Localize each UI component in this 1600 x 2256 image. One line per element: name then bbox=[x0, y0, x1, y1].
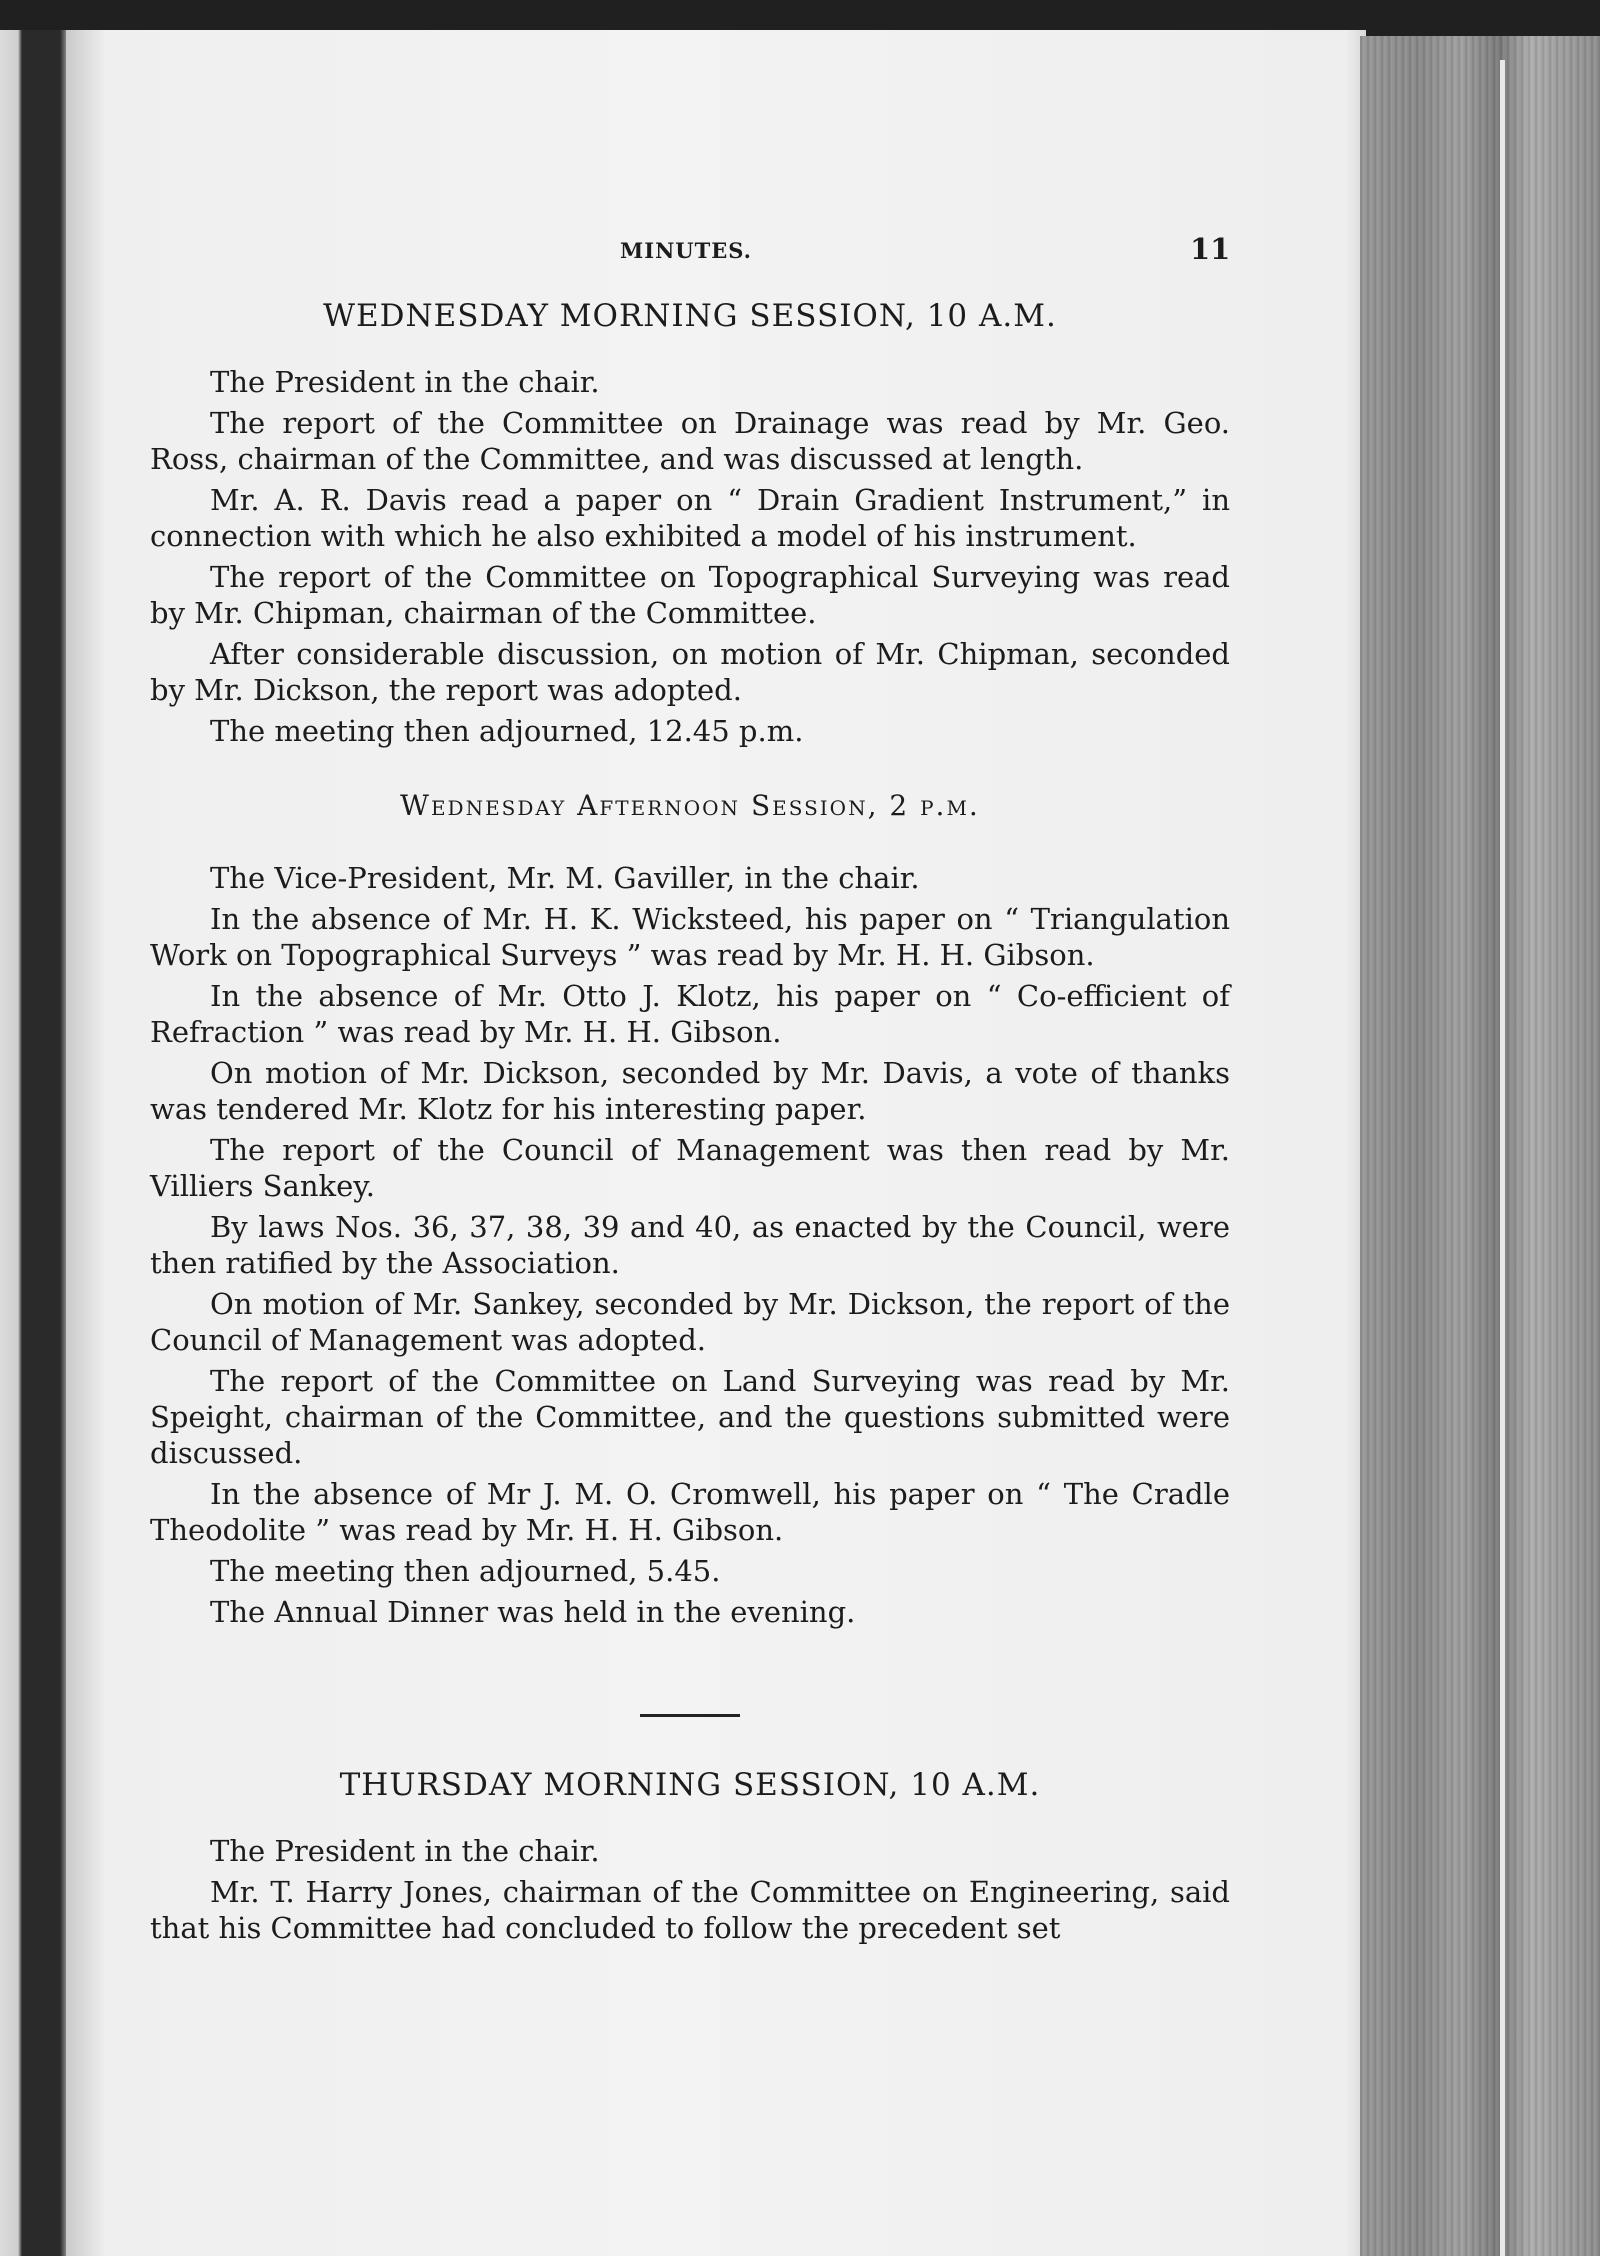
paragraph: Mr. T. Harry Jones, chairman of the Committee on Engineering, said that his Committee had concluded to follow the precedent set bbox=[150, 1875, 1230, 1945]
running-title: MINUTES. bbox=[620, 238, 752, 263]
paragraph: On motion of Mr. Sankey, seconded by Mr. Dickson, the report of the Council of Management was adopted. bbox=[150, 1287, 1230, 1357]
section-heading-wednesday-morning: WEDNESDAY MORNING SESSION, 10 A.M. bbox=[323, 298, 1057, 334]
running-head bbox=[150, 230, 1230, 280]
paragraph: In the absence of Mr. Otto J. Klotz, his paper on “ Co-efficient of Refraction ” was read by Mr. H. H. Gibson. bbox=[150, 979, 1230, 1049]
book-spine-edge bbox=[0, 30, 70, 2256]
paragraph: On motion of Mr. Dickson, seconded by Mr. Davis, a vote of thanks was tendered Mr. Klotz for his interesting paper. bbox=[150, 1056, 1230, 1126]
paragraph: The Vice-President, Mr. M. Gaviller, in the chair. bbox=[210, 861, 920, 895]
page-stack-edges bbox=[1360, 36, 1600, 2256]
page-number: 11 bbox=[1190, 232, 1231, 266]
page-edge-highlight bbox=[1500, 60, 1505, 2256]
page-text-block bbox=[150, 230, 1230, 1951]
paragraph: The report of the Committee on Drainage was read by Mr. Geo. Ross, chairman of the Committee, and was discussed at length. bbox=[150, 406, 1230, 476]
paragraph: The Annual Dinner was held in the evening. bbox=[210, 1595, 856, 1629]
paragraph: The report of the Committee on Topographical Surveying was read by Mr. Chipman, chairman of the Committee. bbox=[150, 560, 1230, 630]
paragraph: By laws Nos. 36, 37, 38, 39 and 40, as enacted by the Council, were then ratified by the Association. bbox=[150, 1210, 1230, 1280]
paragraph: The report of the Committee on Land Surveying was read by Mr. Speight, chairman of the Committee, and the questions submitted were discussed. bbox=[150, 1364, 1230, 1470]
paragraph: In the absence of Mr. H. K. Wicksteed, his paper on “ Triangulation Work on Topographical Surveys ” was read by Mr. H. H. Gibson. bbox=[150, 902, 1230, 972]
section-divider-rule bbox=[640, 1714, 740, 1717]
paragraph: The report of the Council of Management was then read by Mr. Villiers Sankey. bbox=[150, 1133, 1230, 1203]
paragraph: The meeting then adjourned, 5.45. bbox=[210, 1554, 721, 1588]
paragraph: The President in the chair. bbox=[210, 365, 600, 399]
section-heading-wednesday-afternoon: Wednesday Afternoon Session, 2 p.m. bbox=[400, 789, 980, 822]
section-heading-thursday-morning: THURSDAY MORNING SESSION, 10 A.M. bbox=[339, 1767, 1041, 1803]
paragraph: The meeting then adjourned, 12.45 p.m. bbox=[210, 714, 804, 748]
paragraph: The President in the chair. bbox=[210, 1834, 600, 1868]
paragraph: Mr. A. R. Davis read a paper on “ Drain Gradient Instrument,” in connection with which he also exhibited a model of his instrument. bbox=[150, 483, 1230, 553]
paragraph: After considerable discussion, on motion of Mr. Chipman, seconded by Mr. Dickson, the report was adopted. bbox=[150, 637, 1230, 707]
paragraph: In the absence of Mr J. M. O. Cromwell, his paper on “ The Cradle Theodolite ” was read by Mr. H. H. Gibson. bbox=[150, 1477, 1230, 1547]
